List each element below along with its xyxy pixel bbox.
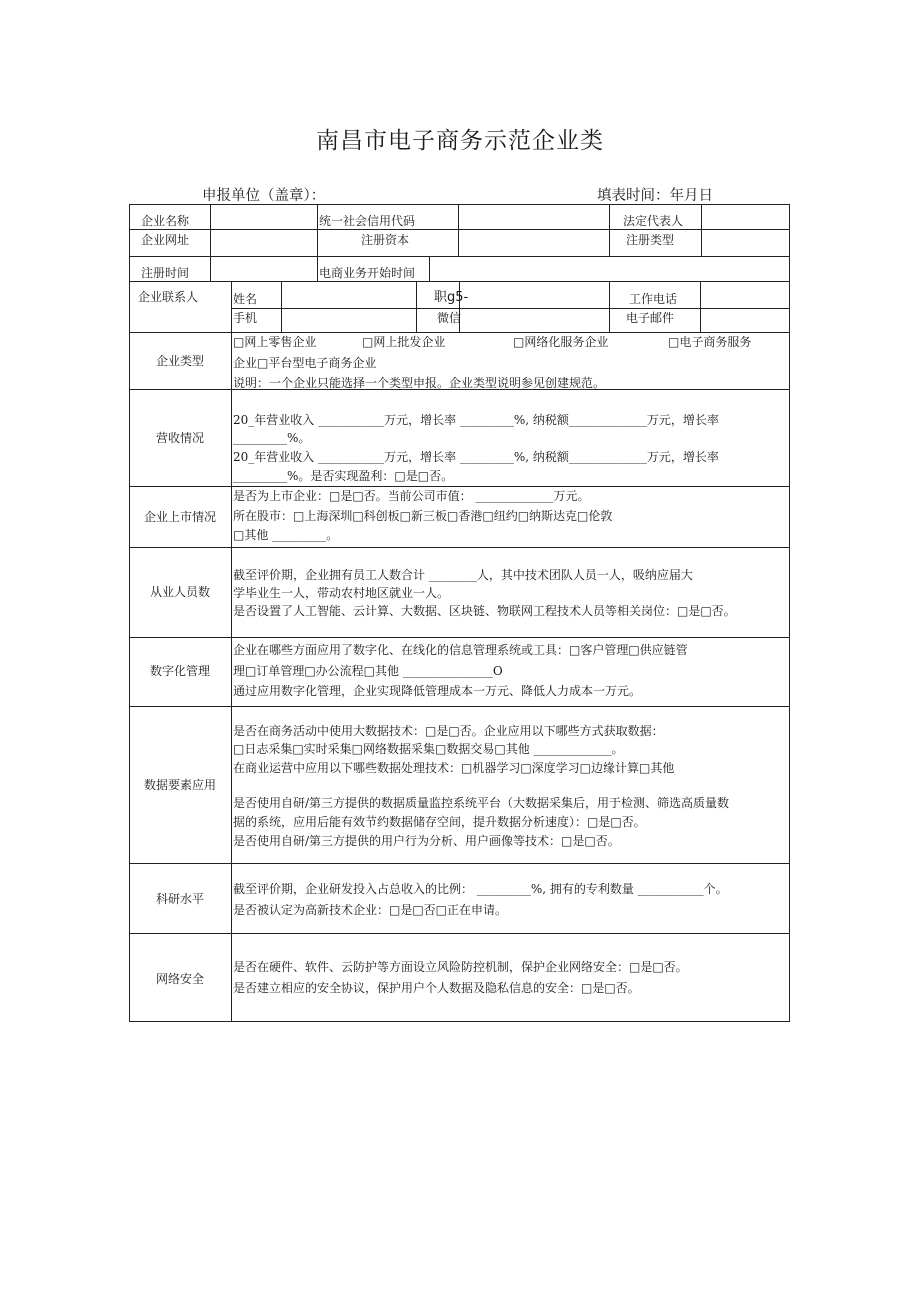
legal-rep-label: 法定代表人 (623, 214, 684, 228)
type-ec-service-option[interactable]: □电子商务服务 (668, 335, 752, 349)
data-line-2: □日志采集□实时采集□网络数据采集□数据交易□其他 _____________。 (233, 742, 624, 756)
type-wholesale-option[interactable]: □网上批发企业 (362, 335, 446, 349)
digital-section-label: 数字化管理 (149, 664, 210, 678)
security-section-label: 网络安全 (155, 972, 204, 986)
staff-section-label: 从业人员数 (149, 585, 210, 599)
revenue-line-2: _________%。 (233, 431, 311, 445)
data-line-6: 是否使用自研/第三方提供的用户行为分析、用户画像等技术：□是□否。 (233, 834, 620, 848)
staff-line-1: 截至评价期，企业拥有员工人数合计 ________人，其中技术团队人员一人，吸纳应届大 (233, 568, 693, 582)
type-retail-option[interactable]: □网上零售企业 (233, 335, 317, 349)
contact-name-label: 姓名 (233, 292, 258, 306)
mobile-label: 手机 (233, 311, 258, 325)
email-label: 电子邮件 (626, 311, 675, 325)
revenue-section-label: 营收情况 (155, 431, 204, 445)
research-line-1: 截至评价期，企业研发投入占总收入的比例： _________%, 拥有的专利数量 ___________个。 (233, 882, 728, 896)
data-section-label: 数据要素应用 (143, 778, 216, 792)
applicant-label: 申报单位（盖章）： (202, 188, 326, 204)
staff-line-3: 是否设置了人工智能、云计算、大数据、区块链、物联网工程技术人员等相关岗位：□是□否。 (233, 604, 736, 618)
contact-label: 企业联系人 (138, 290, 199, 304)
listed-line-1: 是否为上市企业：□是□否。当前公司市值： _____________万元。 (233, 489, 590, 503)
digital-line-2: 理□订单管理□办公流程□其他 _______________O (233, 664, 503, 678)
listed-section-label: 企业上市情况 (143, 510, 216, 524)
page-title: 南昌市电子商务示范企业类 (316, 128, 604, 154)
data-line-4: 是否使用自研/第三方提供的数据质量监控系统平台（大数据采集后，用于检测、筛选高质量数 (233, 796, 730, 810)
type-network-service-option[interactable]: □网络化服务企业 (513, 335, 609, 349)
listed-line-3: □其他 _________。 (233, 528, 339, 542)
type-section-label: 企业类型 (155, 354, 204, 368)
company-name-label: 企业名称 (141, 214, 190, 228)
security-line-2: 是否建立相应的安全协议，保护用户个人数据及隐私信息的安全：□是□否。 (233, 981, 640, 995)
position-label: 职g5- (434, 290, 469, 305)
digital-line-3: 通过应用数字化管理，企业实现降低管理成本一万元、降低人力成本一万元。 (233, 684, 642, 698)
research-line-2: 是否被认定为高新技术企业：□是□否□正在申请。 (233, 903, 508, 917)
revenue-line-3: 20_年营业收入 ___________万元，增长率 _________%, 纳税额_____________万元，增长率 (233, 450, 719, 464)
wechat-label: 微信 (437, 311, 462, 325)
fill-date-label: 填表时间：年月日 (597, 188, 713, 204)
credit-code-label: 统一社会信用代码 (319, 214, 416, 228)
ec-start-label: 电商业务开始时间 (319, 266, 416, 280)
reg-capital-label: 注册资本 (361, 233, 410, 247)
staff-line-2: 学毕业生一人，带动农村地区就业一人。 (233, 586, 450, 600)
research-section-label: 科研水平 (155, 892, 204, 906)
revenue-line-1: 20_年营业收入 ___________万元，增长率 _________%, 纳税额_____________万元，增长率 (233, 413, 719, 427)
digital-line-1: 企业在哪些方面应用了数字化、在线化的信息管理系统或工具：□客户管理□供应链管 (233, 643, 688, 657)
data-line-5: 据的系统，应用后能有效节约数据储存空间，提升数据分析速度）：□是□否。 (233, 815, 646, 829)
type-platform-option[interactable]: 企业□平台型电子商务企业 (233, 356, 377, 370)
application-form (129, 204, 790, 1022)
type-note: 说明：一个企业只能选择一个类型申报。企业类型说明参见创建规范。 (233, 376, 606, 390)
website-label: 企业网址 (141, 233, 190, 247)
security-line-1: 是否在硬件、软件、云防护等方面设立风险防控机制，保护企业网络安全：□是□否。 (233, 960, 688, 974)
work-phone-label: 工作电话 (629, 292, 678, 306)
listed-line-2: 所在股市：□上海深圳□科创板□新三板□香港□纽约□纳斯达克□伦敦 (233, 509, 613, 523)
reg-time-label: 注册时间 (141, 266, 190, 280)
data-line-3: 在商业运营中应用以下哪些数据处理技术：□机器学习□深度学习□边缘计算□其他 (233, 761, 675, 775)
data-line-1: 是否在商务活动中使用大数据技术：□是□否。企业应用以下哪些方式获取数据： (233, 724, 664, 738)
revenue-line-4: _________%。是否实现盈利：□是□否。 (233, 469, 454, 483)
reg-type-label: 注册类型 (626, 233, 675, 247)
